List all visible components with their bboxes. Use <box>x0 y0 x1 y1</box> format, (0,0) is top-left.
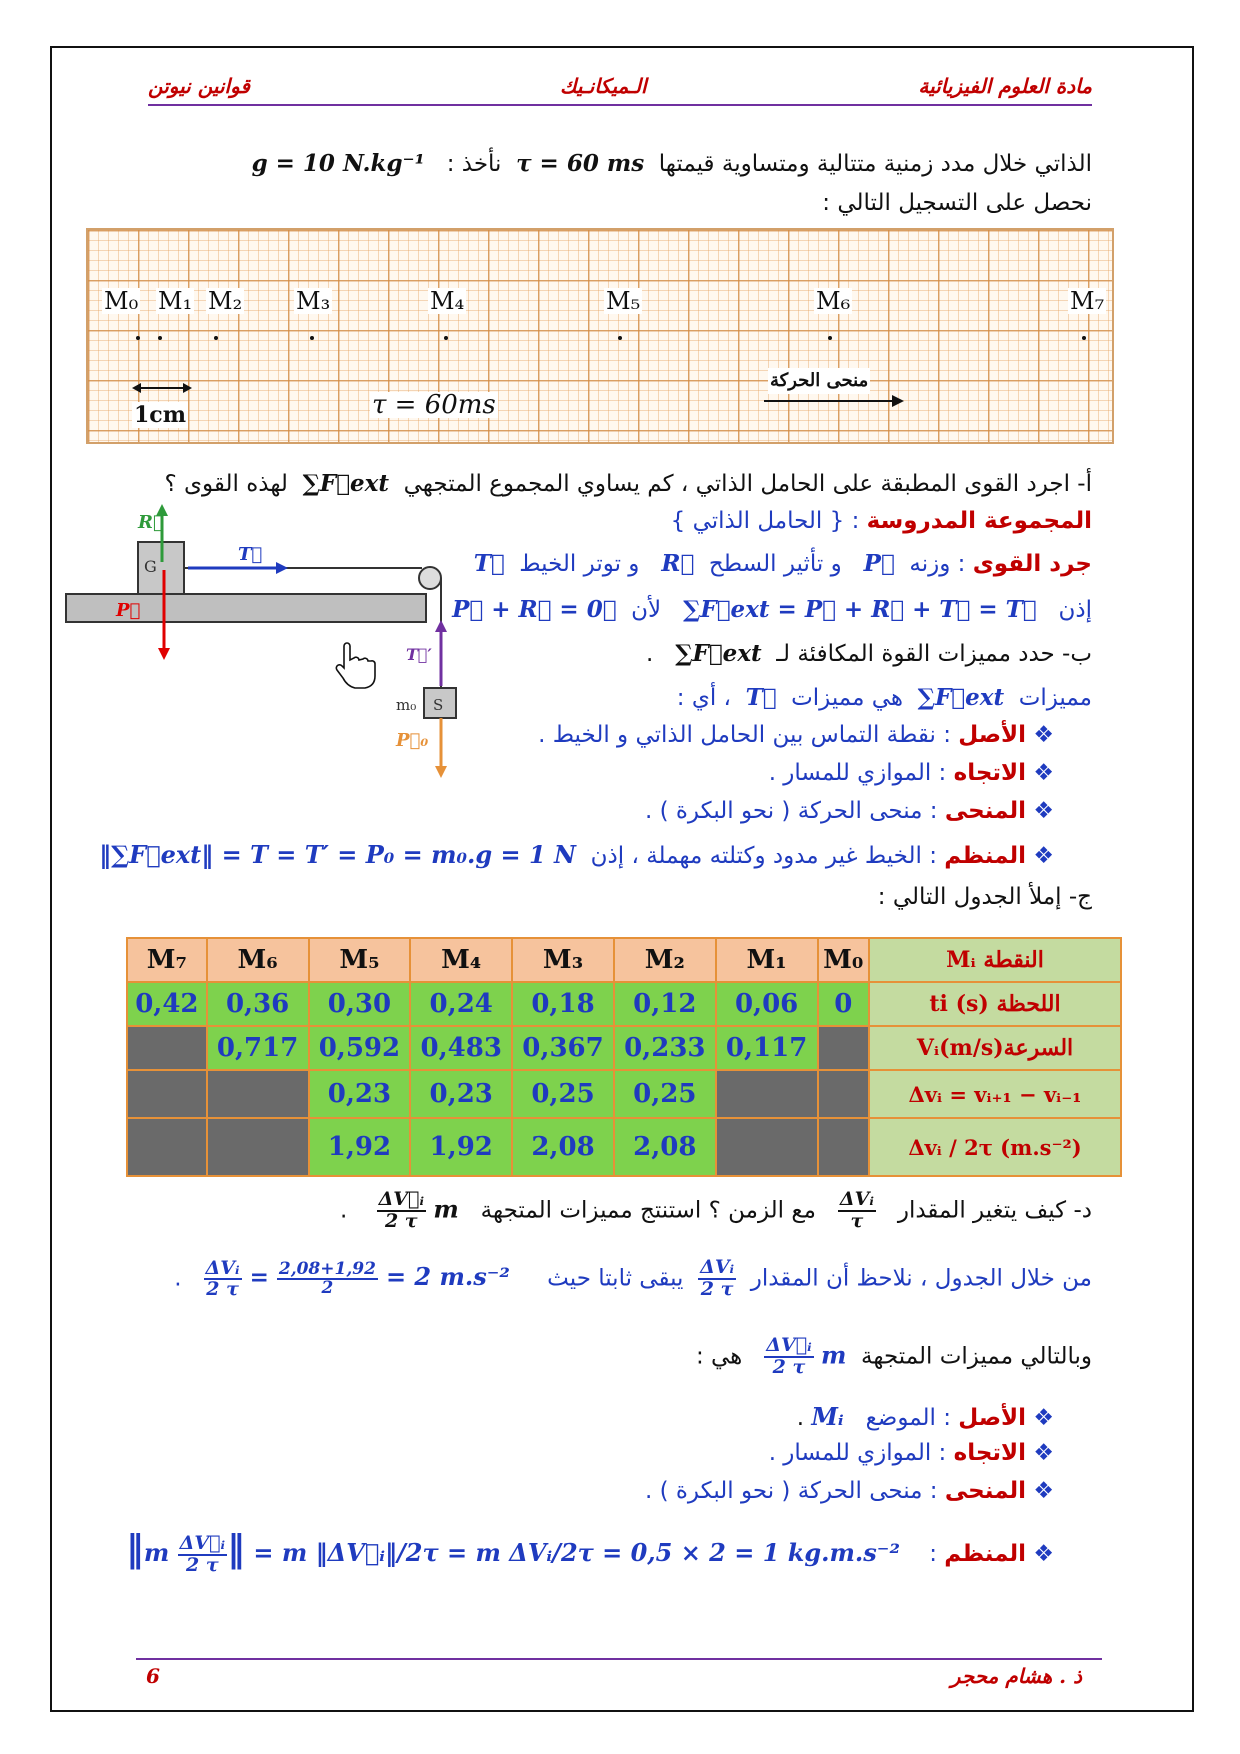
table-header-cell: M₅ <box>309 938 411 982</box>
characteristic-norm: ❖ المنظم : الخيط غير مدود وكتلته مهملة ، إذن ‖∑F⃗ext‖ = T = T′ = P₀ = m₀.g = 1 N <box>99 840 1054 869</box>
header-chapter: الـميكانـيك <box>560 74 647 98</box>
row-label-speed: السرعةVᵢ(m/s) <box>869 1026 1121 1070</box>
point-label: M₁ <box>158 287 193 315</box>
table-cell-time: 0,12 <box>614 982 716 1026</box>
table-cell-speed: 0,483 <box>410 1026 512 1070</box>
table-header-cell: M₂ <box>614 938 716 982</box>
table-cell-speed: 0,717 <box>207 1026 309 1070</box>
motion-data-table <box>126 937 1122 1177</box>
table-cell-empty <box>818 1070 870 1118</box>
point-label: M₀ <box>104 287 139 315</box>
table-cell-time: 0,24 <box>410 982 512 1026</box>
system-line: المجموعة المدروسة : { الحامل الذاتي } <box>670 508 1092 534</box>
point-label: M₃ <box>296 287 331 315</box>
point-label: M₂ <box>208 287 243 315</box>
forces-inventory: جرد القوى : وزنه P⃗ و تأثير السطح R⃗ و توتر الخيط T⃗ <box>473 550 1092 577</box>
point-label: M₅ <box>606 287 641 315</box>
header-topic: قوانين نيوتن <box>148 74 250 98</box>
table-cell-empty <box>818 1118 870 1176</box>
question-d: د- كيف يتغير المقدار $\frac{\text{ΔVᵢ}}{\tau}$ مع الزمن ؟ استنتج مميزات المتجهة m $\frac{\text{ΔV⃗ᵢ}}{2 \tau}$ . <box>340 1188 1092 1232</box>
point-label: M₇ <box>1070 287 1105 315</box>
d-characteristic-origin: ❖ الأصل : الموضع Mᵢ . <box>796 1402 1054 1431</box>
table-cell-accel: 2,08 <box>512 1118 614 1176</box>
table-header-cell: M₃ <box>512 938 614 982</box>
table-cell-dv: 0,25 <box>614 1070 716 1118</box>
d-characteristic-direction: ❖ الاتجاه : الموازي للمسار . <box>768 1440 1054 1466</box>
fraction-dv-2tau: $\frac{\text{ΔVᵢ}}{2 \tau}$ <box>700 1256 735 1300</box>
table-cell-time: 0,06 <box>716 982 818 1026</box>
row-label-accel: Δvᵢ / 2τ (m.s⁻²) <box>869 1118 1121 1176</box>
point-dot <box>136 336 140 340</box>
table-header-cell: M₁ <box>716 938 818 982</box>
footer-divider <box>136 1658 1102 1660</box>
table-cell-time: 0 <box>818 982 870 1026</box>
characteristic-sense: ❖ المنحى : منحى الحركة ( نحو البكرة ) . <box>644 798 1054 824</box>
label-R: R⃗ <box>138 512 164 533</box>
intro-line-2: نحصل على التسجيل التالي : <box>822 190 1092 216</box>
point-dot <box>310 336 314 340</box>
table-cell-speed: 0,592 <box>309 1026 411 1070</box>
table-cell-dv: 0,25 <box>512 1070 614 1118</box>
answer-d-constant: من خلال الجدول ، نلاحظ أن المقدار $\frac{\text{ΔVᵢ}}{2 \tau}$ يبقى ثابتا حيث $\frac{\text{ΔVᵢ}}{2 \tau}$ = $\frac{2,08+1,92}{2}$ = 2 m.s⁻² . <box>174 1256 1092 1301</box>
fraction-vec-dv: $\frac{\text{ΔV⃗ᵢ}}{2 \tau}$ <box>378 1188 424 1232</box>
question-a: أ- اجرد القوى المطبقة على الحامل الذاتي ، كم يساوي المجموع المتجهي ∑F⃗ext لهذه القوى ؟ <box>164 470 1092 497</box>
point-dot <box>214 336 218 340</box>
table-cell-empty <box>207 1070 309 1118</box>
row-label-dv: Δvᵢ = vᵢ₊₁ − vᵢ₋₁ <box>869 1070 1121 1118</box>
table-cell-empty <box>818 1026 870 1070</box>
table-header-cell: M₄ <box>410 938 512 982</box>
question-c: ج- إملأ الجدول التالي : <box>877 884 1092 910</box>
scale-arrow <box>132 380 192 396</box>
point-dot <box>828 336 832 340</box>
table-cell-speed: 0,233 <box>614 1026 716 1070</box>
table-cell-time: 0,30 <box>309 982 411 1026</box>
table-cell-accel: 1,92 <box>410 1118 512 1176</box>
intro-line-1: الذاتي خلال مدد زمنية متتالية ومتساوية قيمتها τ = 60 ms نأخذ : g = 10 N.kg⁻¹ <box>251 150 1092 177</box>
setup-diagram <box>60 500 460 780</box>
table-cell-dv: 0,23 <box>309 1070 411 1118</box>
table-cell-empty <box>127 1070 207 1118</box>
point-label: M₄ <box>430 287 465 315</box>
point-dot <box>1082 336 1086 340</box>
label-G: G <box>144 557 157 576</box>
tau-label: τ = 60ms <box>372 390 496 420</box>
label-T: T⃗ <box>238 544 263 565</box>
motion-direction-arrow <box>764 394 904 408</box>
table-cell-empty <box>716 1118 818 1176</box>
d-characteristic-sense: ❖ المنحى : منحى الحركة ( نحو البكرة ) . <box>644 1478 1054 1504</box>
then-characteristics: وبالتالي مميزات المتجهة m $\frac{\text{ΔV⃗ᵢ}}{2 \tau}$ هي : <box>695 1334 1092 1378</box>
sum-of-forces: إذن ∑F⃗ext = P⃗ + R⃗ + T⃗ = T⃗ لأن P⃗ + R⃗ = 0⃗ <box>452 596 1092 623</box>
characteristic-origin: ❖ الأصل : نقطة التماس بين الحامل الذاتي و الخيط . <box>538 722 1054 748</box>
question-b: ب- حدد مميزات القوة المكافئة لـ ∑F⃗ext . <box>645 640 1092 667</box>
hand-cursor-icon <box>336 643 375 688</box>
table-cell-dv: 0,23 <box>410 1070 512 1118</box>
label-S: S <box>433 696 444 714</box>
table-cell-time: 0,36 <box>207 982 309 1026</box>
table-cell-empty <box>716 1070 818 1118</box>
scale-label: 1cm <box>134 402 186 428</box>
point-dot <box>158 336 162 340</box>
point-dot <box>618 336 622 340</box>
header-divider <box>148 104 1092 106</box>
table-cell-time: 0,18 <box>512 982 614 1026</box>
table-header-cell: M₆ <box>207 938 309 982</box>
characteristics-intro: مميزات ∑F⃗ext هي مميزات T⃗ ، أي : <box>676 684 1092 711</box>
row-label-time: اللحظة ti (s) <box>869 982 1121 1026</box>
label-T-prime: T⃗′ <box>406 645 432 664</box>
motion-direction-label: منحى الحركة <box>768 368 870 394</box>
point-dot <box>444 336 448 340</box>
footer-author: ذ . هشام محجر <box>950 1664 1082 1688</box>
row-label-point: النقطة Mᵢ <box>869 938 1121 982</box>
table-cell-time: 0,42 <box>127 982 207 1026</box>
characteristic-direction: ❖ الاتجاه : الموازي للمسار . <box>768 760 1054 786</box>
table-cell-accel: 2,08 <box>614 1118 716 1176</box>
header-subject: مادة العلوم الفيزيائية <box>918 74 1092 98</box>
fraction-dv-tau: $\frac{\text{ΔVᵢ}}{\tau}$ <box>839 1188 874 1232</box>
table-cell-empty <box>127 1118 207 1176</box>
table-cell-speed: 0,367 <box>512 1026 614 1070</box>
label-P: P⃗ <box>116 600 141 621</box>
table-cell-accel: 1,92 <box>309 1118 411 1176</box>
page-number: 6 <box>146 1664 160 1688</box>
table-cell-empty <box>127 1026 207 1070</box>
d-characteristic-norm: ❖ المنظم : ‖m $\frac{\text{ΔV⃗ᵢ}}{2 \tau}$ ‖ = m ‖ΔV⃗ᵢ‖/2τ = m ΔVᵢ/2τ = 0,5 × 2 = 1 kg.m.s⁻² <box>125 1528 1054 1576</box>
point-label: M₆ <box>816 287 851 315</box>
table-header-cell: M₇ <box>127 938 207 982</box>
table-header-cell: M₀ <box>818 938 870 982</box>
table-cell-speed: 0,117 <box>716 1026 818 1070</box>
label-m0: m₀ <box>396 696 417 714</box>
ticker-tape-recording <box>86 228 1114 444</box>
label-P0: P⃗₀ <box>396 730 429 751</box>
table-cell-empty <box>207 1118 309 1176</box>
